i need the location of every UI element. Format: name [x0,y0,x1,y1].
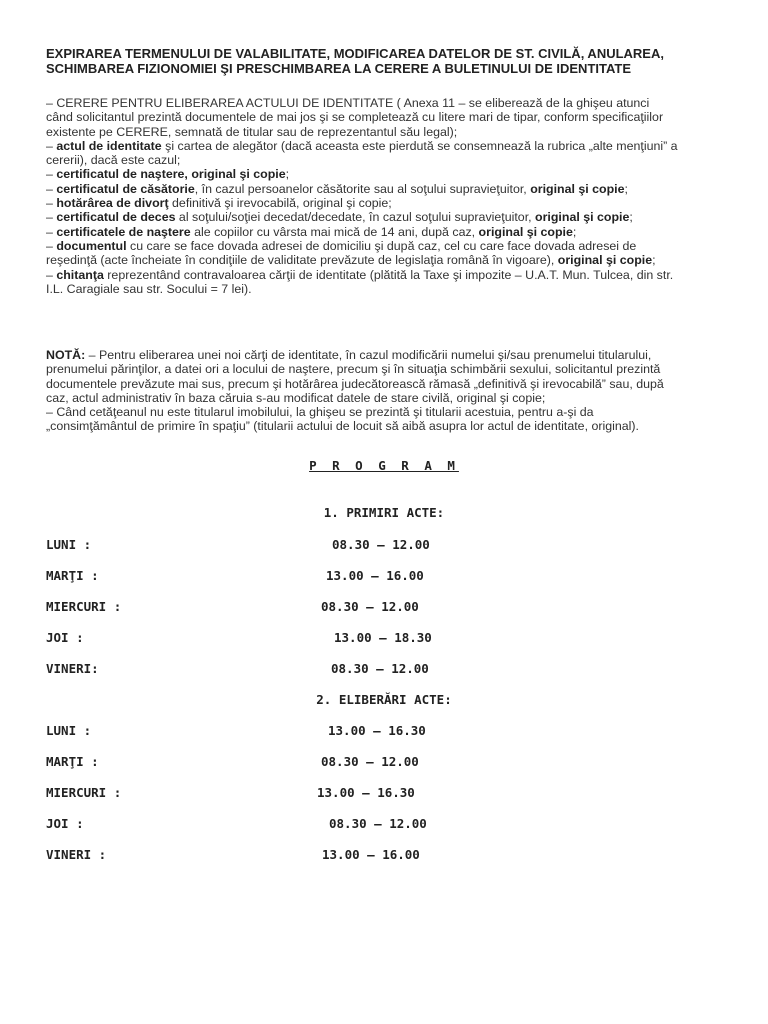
requirement-text: – [46,138,57,153]
requirements-list [46,96,736,296]
note-text: „consimţământul de primire în spaţiu” (titularii actului de locuit să aibă asupra lor actul de identitate, original). [46,419,639,434]
requirement-text: ; [652,253,656,268]
note-line [46,405,736,419]
schedule-day: VINERI : [46,847,107,862]
note-line [46,348,736,362]
requirement-emphasis: original şi copie [557,253,653,268]
schedule-day: JOI : [46,630,84,645]
note-line [46,419,736,433]
requirement-emphasis: certificatele de naştere [56,224,191,239]
schedule-day: VINERI: [46,661,99,676]
schedule-day: MARŢI : [46,568,99,583]
requirement-emphasis: documentul [56,238,127,253]
requirement-emphasis: hotărârea de divorţ [56,196,169,211]
requirement-text: cu care se face dovada adresei de domiciliu şi după caz, cel cu care face dovada adresei de [126,238,637,253]
note-text: – Când cetăţeanul nu este titularul imobilului, la ghişeu se prezintă şi titularii acestuia, pentru a-şi da [46,405,594,420]
schedule-day: MIERCURI : [46,785,122,800]
schedule-hours: 08.30 – 12.00 [321,599,419,614]
schedule-hours: 08.30 – 12.00 [329,816,427,831]
requirement-text: – CERERE PENTRU ELIBERAREA ACTULUI DE IDENTITATE ( Anexa 11 – se eliberează de la ghişeu atunci [46,96,650,110]
requirement-emphasis: original şi copie [530,181,625,196]
requirement-text: , în cazul persoanelor căsătorite sau al soţului supravieţuitor, [194,181,531,196]
requirement-text: I.L. Caragiale sau str. Socului = 7 lei). [46,281,252,296]
requirement-line [46,110,736,124]
requirement-line [46,225,736,239]
section-title-receiving: 1. PRIMIRI ACTE: [323,505,445,520]
requirement-text: şi cartea de alegător (dacă aceasta este pierdută se consemnează la rubrica „alte menţiuni” a [161,138,678,153]
note-line [46,377,736,391]
requirement-line [46,96,736,110]
requirement-line [46,210,736,224]
requirement-text: când solicitantul prezintă documentele de mai jos şi se completează cu litere mari de tipar, conform specificaţiilor [46,110,664,125]
note-text: – Pentru eliberarea unei noi cărţi de identitate, în cazul modificării numelui şi/sau prenumelui titularului, [85,348,652,362]
schedule-day: MARŢI : [46,754,99,769]
requirement-text: ; [285,167,290,182]
schedule-day: JOI : [46,816,84,831]
requirement-line [46,139,736,153]
requirement-line [46,268,736,282]
requirement-emphasis: original şi copie [535,210,630,225]
requirement-text: ; [629,210,633,225]
schedule-hours: 08.30 – 12.00 [331,661,429,676]
requirement-text: al soţului/soţiei decedat/decedate, în cazul soţului supravieţuitor, [175,210,536,225]
note-line [46,362,736,376]
requirement-text: – [46,238,57,253]
requirement-line [46,239,736,253]
requirement-line [46,182,736,196]
requirement-text: – [46,167,57,182]
program-title: P R O G R A M [309,458,459,473]
requirement-text: cererii), dacă este cazul; [46,153,181,168]
requirement-text: ; [572,224,577,239]
requirement-line [46,282,736,296]
requirement-text: definitivă şi irevocabilă, original şi copie; [168,196,392,211]
note-text: prenumelui părinţilor, a datei ori a locului de naştere, precum şi în situaţia schimbării sexului, solicitantul prezintă [46,362,661,377]
section-title-releasing: 2. ELIBERĂRI ACTE: [316,692,452,707]
requirement-emphasis: certificatul de naştere, original şi copie [56,167,286,182]
note-text: documentele prevăzute mai sus, precum şi hotărârea judecătorească rămasă „definitivă şi irevocabilă” sau, după [46,376,664,391]
schedule-hours: 13.00 – 16.00 [326,568,424,583]
title-line: SCHIMBAREA FIZIONOMIEI ŞI PRESCHIMBAREA LA CERERE A BULETINULUI DE IDENTITATE [46,61,632,76]
note-text: caz, actul administrativ în baza căruia s-au modificat datele de stare civilă, original şi copie; [46,390,546,405]
requirement-line [46,167,736,181]
requirement-text: reşedinţă (acte încheiate în condiţiile de validitate prevăzute de legislaţia română în vigoare), [46,253,558,268]
requirement-emphasis: certificatul de deces [56,210,176,225]
requirement-line [46,253,736,267]
requirement-emphasis: certificatul de căsătorie [56,181,195,196]
schedule-hours: 13.00 – 18.30 [334,630,432,645]
note-section [46,348,736,434]
schedule-day: LUNI : [46,723,92,738]
requirement-text: existente pe CERERE, semnată de titular sau de reprezentantul său legal); [46,124,458,139]
schedule-day: MIERCURI : [46,599,122,614]
schedule-hours: 13.00 – 16.00 [322,847,420,862]
schedule-hours: 13.00 – 16.30 [328,723,426,738]
schedule-hours: 08.30 – 12.00 [332,537,430,552]
requirement-text: – [46,224,57,239]
requirement-text: ; [624,181,628,196]
schedule-hours: 08.30 – 12.00 [321,754,419,769]
requirement-text: – [46,267,57,282]
requirement-emphasis: actul de identitate [56,138,162,153]
note-label: NOTĂ: [46,348,86,362]
requirement-text: ale copiilor cu vârsta mai mică de 14 ani, după caz, [190,224,479,239]
requirement-line [46,125,736,139]
requirement-line [46,153,736,167]
requirement-emphasis: original şi copie [478,224,573,239]
title-line: EXPIRAREA TERMENULUI DE VALABILITATE, MODIFICAREA DATELOR DE ST. CIVILĂ, ANULAREA, [46,46,664,61]
requirement-text: – [46,210,57,225]
schedule-hours: 13.00 – 16.30 [317,785,415,800]
requirement-text: – [46,196,57,211]
requirement-text: – [46,181,57,196]
requirement-line [46,196,736,210]
document-title [46,46,736,76]
note-line [46,391,736,405]
requirement-text: reprezentând contravaloarea cărţii de identitate (plătită la Taxe şi impozite – U.A.T. Mun. Tulcea, din str. [103,267,674,282]
schedule-day: LUNI : [46,537,92,552]
requirement-emphasis: chitanţa [56,267,104,282]
